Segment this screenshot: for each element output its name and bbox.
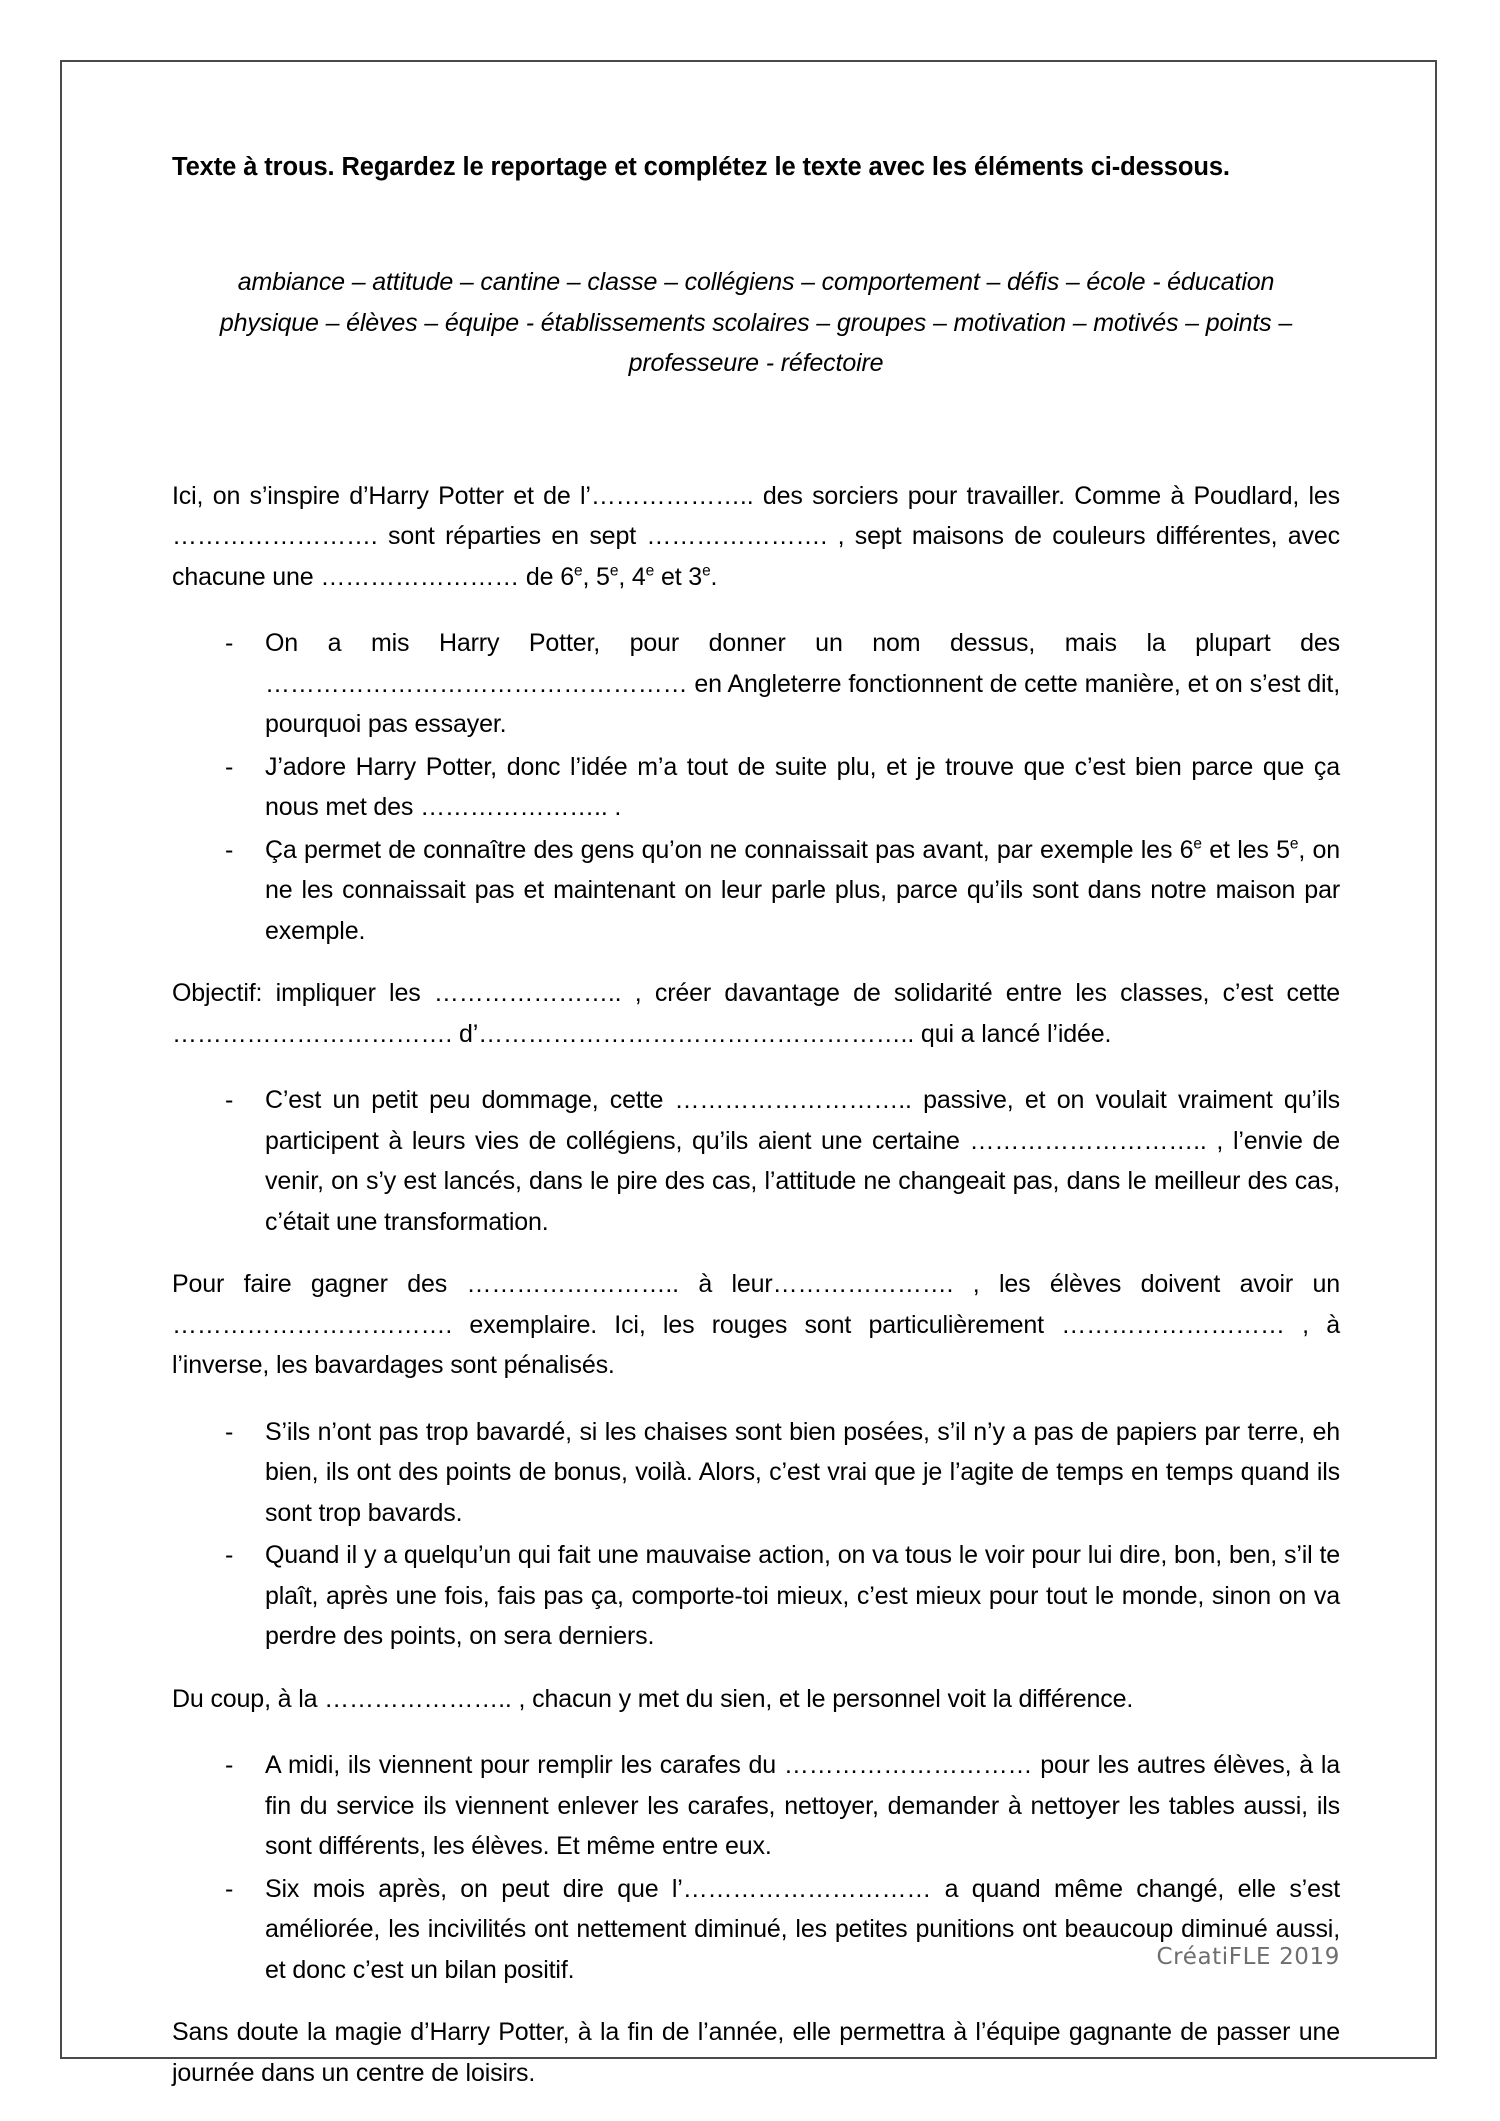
list-item: [172, 1412, 1340, 1534]
list-item-text: Ça permet de connaître des gens qu’on ne connaissait pas avant, par exemple les 6e et les 5e, on ne les connaissait pas et maintenant on leur parle plus, parce qu’ils sont dans notre maison par exemple.: [265, 835, 1341, 945]
list-item-text: C’est un petit peu dommage, cette ……………………….. passive, et on voulait vraiment qu’ils participent à leurs vies de collégiens, qu’ils aient une certaine ……………………….. , l’envie de venir, on s’y est lancés, dans le pire des cas, l’attitude ne changeait pas, dans le meilleur des cas, c’était une transformation.: [265, 1086, 1340, 1236]
list-item-text: J’adore Harry Potter, donc l’idée m’a tout de suite plu, et je trouve que c’est bien parce que ça nous met des ………………….. .: [265, 752, 1340, 822]
bullet-list-2: [172, 1080, 1340, 1242]
list-item: [172, 1745, 1340, 1867]
bullet-dash-icon: -: [225, 752, 234, 781]
paragraph-conclusion: Sans doute la magie d’Harry Potter, à la fin de l’année, elle permettra à l’équipe gagnante de passer une journée dans un centre de loisirs.: [172, 2018, 1340, 2087]
bullet-list-3: [172, 1412, 1340, 1657]
footer-credit: CréatiFLE 2019: [1156, 1944, 1340, 1970]
page-title: Texte à trous. Regardez le reportage et complétez le texte avec les éléments ci-dessous.: [172, 153, 1230, 181]
list-item-text: Six mois après, on peut dire que l’………………………… a quand même changé, elle s’est améliorée, les incivilités ont nettement diminué, les petites punitions ont beaucoup diminué aussi, et donc c’est un bilan positif.: [265, 1874, 1340, 1984]
bullet-dash-icon: -: [225, 629, 234, 658]
bullet-dash-icon: -: [225, 1541, 234, 1570]
list-item: [172, 1869, 1340, 1991]
list-item: [172, 623, 1340, 745]
list-item: [172, 830, 1340, 952]
list-item-text: S’ils n’ont pas trop bavardé, si les chaises sont bien posées, s’il n’y a pas de papiers par terre, eh bien, ils ont des points de bonus, voilà. Alors, c’est vrai que je l’agite de temps en temps quand ils sont trop bavards.: [265, 1417, 1340, 1527]
paragraph-points: Pour faire gagner des …………………….. à leur…………………. , les élèves doivent avoir un ……………………………. exemplaire. Ici, les rouges sont particulièrement ……………………… , à l’inverse, les bavardages sont pénalisés.: [172, 1270, 1340, 1380]
bullet-dash-icon: -: [225, 1874, 234, 1903]
paragraph-objectif: Objectif: impliquer les ………………….. , créer davantage de solidarité entre les classes, c’est cette ……………………………. d’…………………………………………….. qui a lancé l’idée.: [172, 979, 1340, 1048]
bullet-list-1: [172, 623, 1340, 951]
word-bank: ambiance – attitude – cantine – classe – collégiens – comportement – défis – école - éducation physique – élèves – équipe - établissements scolaires – groupes – motivation – motivés – points – professeure - réfectoire: [219, 268, 1293, 378]
bullet-dash-icon: -: [225, 835, 234, 864]
list-item-text: On a mis Harry Potter, pour donner un nom dessus, mais la plupart des …………………………………………… en Angleterre fonctionnent de cette manière, et on s’est dit, pourquoi pas essayer.: [265, 629, 1340, 739]
paragraph-ducoup: Du coup, à la ………………….. , chacun y met du sien, et le personnel voit la différence.: [172, 1684, 1134, 1713]
list-item: [172, 1535, 1340, 1657]
list-item: [172, 747, 1340, 828]
bullet-dash-icon: -: [225, 1086, 234, 1115]
bullet-dash-icon: -: [225, 1417, 234, 1446]
list-item-text: A midi, ils viennent pour remplir les carafes du ………………………… pour les autres élèves, à la fin du service ils viennent enlever les carafes, nettoyer, demander à nettoyer les tables aussi, ils sont différents, les élèves. Et même entre eux.: [265, 1751, 1340, 1861]
document-content: [172, 150, 1340, 2099]
bullet-dash-icon: -: [225, 1751, 234, 1780]
paragraph-intro: Ici, on s’inspire d’Harry Potter et de l’……………….. des sorciers pour travailler. Comme à Poudlard, les ……………………. sont réparties en sept …………………. , sept maisons de couleurs différentes, avec chacune une …………………… de 6e, 5e, 4e et 3e.: [172, 481, 1340, 591]
list-item: [172, 1080, 1340, 1242]
list-item-text: Quand il y a quelqu’un qui fait une mauvaise action, on va tous le voir pour lui dire, bon, ben, s’il te plaît, après une fois, fais pas ça, comporte-toi mieux, c’est mieux pour tout le monde, sinon on va perdre des points, on sera derniers.: [265, 1541, 1340, 1651]
